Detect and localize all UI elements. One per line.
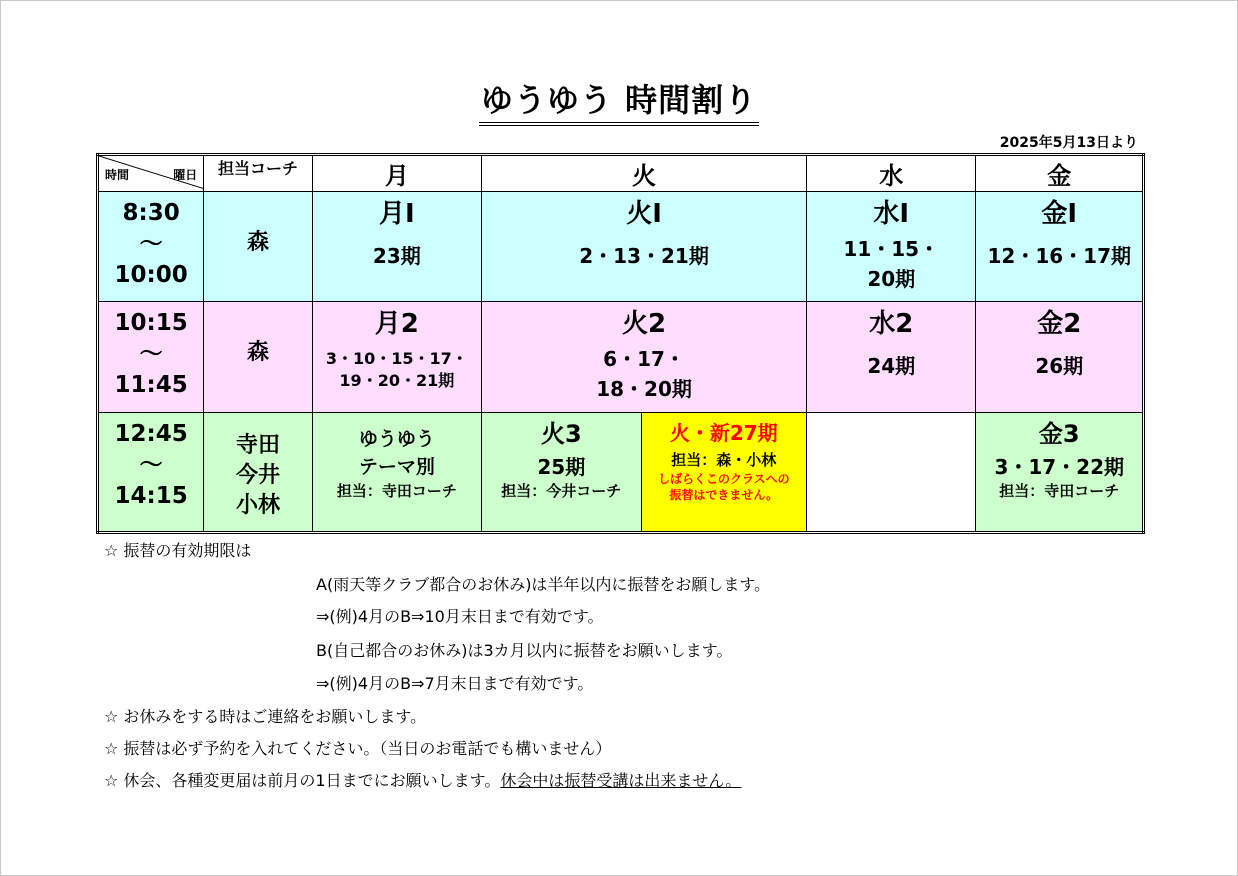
time-cell (98, 302, 204, 413)
note-text: ☆ 休会、各種変更届は前月の1日までにお願いします。 (104, 771, 501, 790)
note-item: ☆ 振替は必ず予約を入れてください。（当日のお電話でも構いません） (104, 739, 612, 758)
coach-name: 小林 (235, 493, 280, 518)
class-cell-fri (976, 302, 1144, 413)
class-title: 水Ⅰ (873, 199, 910, 229)
class-title: ゆうゆう (358, 428, 435, 450)
class-cell-tue-new (641, 413, 806, 533)
page-title: ゆうゆう 時間割り (0, 80, 1238, 126)
new-class-note: しばらくこのクラスへの (657, 472, 790, 486)
class-term: 2・13・21期 (579, 244, 709, 268)
time-separator: ～ (139, 231, 163, 257)
class-cell-fri (976, 192, 1144, 302)
class-coach: 担当：森・小林 (671, 451, 777, 469)
class-term-line: 11・15・ (843, 237, 940, 261)
effective-date: 2025年5月13日より (999, 135, 1138, 151)
class-cell-mon (312, 302, 481, 413)
note-item: ☆ お休みをする時はご連絡をお願いします。 (104, 707, 427, 726)
class-term-line: 3・10・15・17・ (325, 349, 468, 368)
coach-name: 寺田 (235, 433, 280, 458)
class-term: 3・17・22期 (994, 455, 1125, 479)
time-cell (98, 413, 204, 533)
class-title: 水2 (869, 309, 914, 339)
time-label: 時間 (105, 168, 130, 182)
class-title: 火Ⅰ (626, 199, 662, 229)
time-end: 10:00 (114, 262, 188, 288)
class-subtitle: テーマ別 (358, 456, 435, 478)
time-separator: ～ (139, 341, 163, 367)
coach-cell (204, 302, 312, 413)
day-label: 曜日 (173, 168, 198, 182)
time-cell (98, 192, 204, 302)
note-subitem: A(雨天等クラブ都合のお休み)は半年以内に振替をお願します。 (316, 575, 771, 594)
day-header-mon: 月 (312, 155, 481, 192)
time-start: 8:30 (122, 200, 180, 226)
new-class-note: 振替はできません。 (669, 488, 779, 502)
timetable-row-2 (98, 302, 1144, 413)
time-start: 10:15 (114, 310, 188, 336)
class-term-line: 20期 (867, 267, 916, 291)
class-title: 金2 (1037, 309, 1082, 339)
class-term: 24期 (867, 354, 916, 378)
class-cell-mon (312, 413, 481, 533)
class-title: 月Ⅰ (378, 199, 415, 229)
note-item: ☆ 振替の有効期限は (104, 541, 252, 560)
time-end: 14:15 (114, 483, 188, 509)
class-cell-wed (807, 192, 976, 302)
time-end: 11:45 (114, 372, 188, 398)
class-term: 12・16・17期 (987, 244, 1131, 268)
note-underlined-text: 休会中は振替受講は出来ません。 (500, 771, 742, 790)
class-term: 25期 (537, 455, 586, 479)
class-coach: 担当：寺田コーチ (999, 482, 1120, 500)
class-term (313, 348, 481, 392)
note-subitem: ⇒(例)4月のB⇒7月末日まで有効です。 (316, 674, 594, 693)
coach-name: 森 (246, 340, 269, 365)
class-coach: 担当：今井コーチ (501, 482, 622, 500)
class-term: 26期 (1035, 354, 1084, 378)
coach-name: 今井 (235, 463, 280, 488)
corner-header (98, 155, 204, 192)
note-subitem: ⇒(例)4月のB⇒10月末日まで有効です。 (316, 607, 604, 626)
time-start: 12:45 (114, 421, 188, 447)
coach-cell (204, 192, 312, 302)
header-row (98, 155, 1144, 192)
timetable (96, 153, 1145, 534)
timetable-row-1 (98, 192, 1144, 302)
class-cell-mon (312, 192, 481, 302)
class-cell-fri (976, 413, 1144, 533)
class-term-line: 19・20・21期 (339, 371, 455, 390)
class-term-line: 18・20期 (596, 377, 692, 401)
note-item (104, 768, 741, 791)
class-cell-wed (807, 302, 976, 413)
day-header-tue: 火 (482, 155, 807, 192)
class-title: 月2 (374, 309, 419, 339)
class-term-line: 6・17・ (603, 347, 685, 371)
class-cell-tue (482, 302, 807, 413)
class-term: 23期 (372, 244, 421, 268)
class-coach: 担当：寺田コーチ (336, 482, 457, 500)
class-cell-wed-empty (807, 413, 976, 533)
class-title: 火3 (540, 420, 582, 448)
class-title: 火2 (621, 309, 667, 339)
note-subitem: B(自己都合のお休み)は3カ月以内に振替をお願いします。 (316, 641, 733, 660)
class-title: 金Ⅰ (1041, 199, 1078, 229)
class-term (482, 344, 806, 404)
new-class-title: 火・新27期 (669, 421, 778, 445)
coach-name: 森 (246, 229, 269, 255)
day-header-wed: 水 (807, 155, 976, 192)
timetable-row-3 (98, 413, 1144, 533)
class-cell-tue (482, 192, 807, 302)
coach-header: 担当コーチ (204, 155, 312, 192)
class-cell-tue-3 (482, 413, 641, 533)
class-title: 金3 (1038, 420, 1080, 448)
time-separator: ～ (139, 452, 163, 478)
coach-cell (204, 413, 312, 533)
day-header-fri: 金 (976, 155, 1144, 192)
class-term (807, 234, 975, 294)
